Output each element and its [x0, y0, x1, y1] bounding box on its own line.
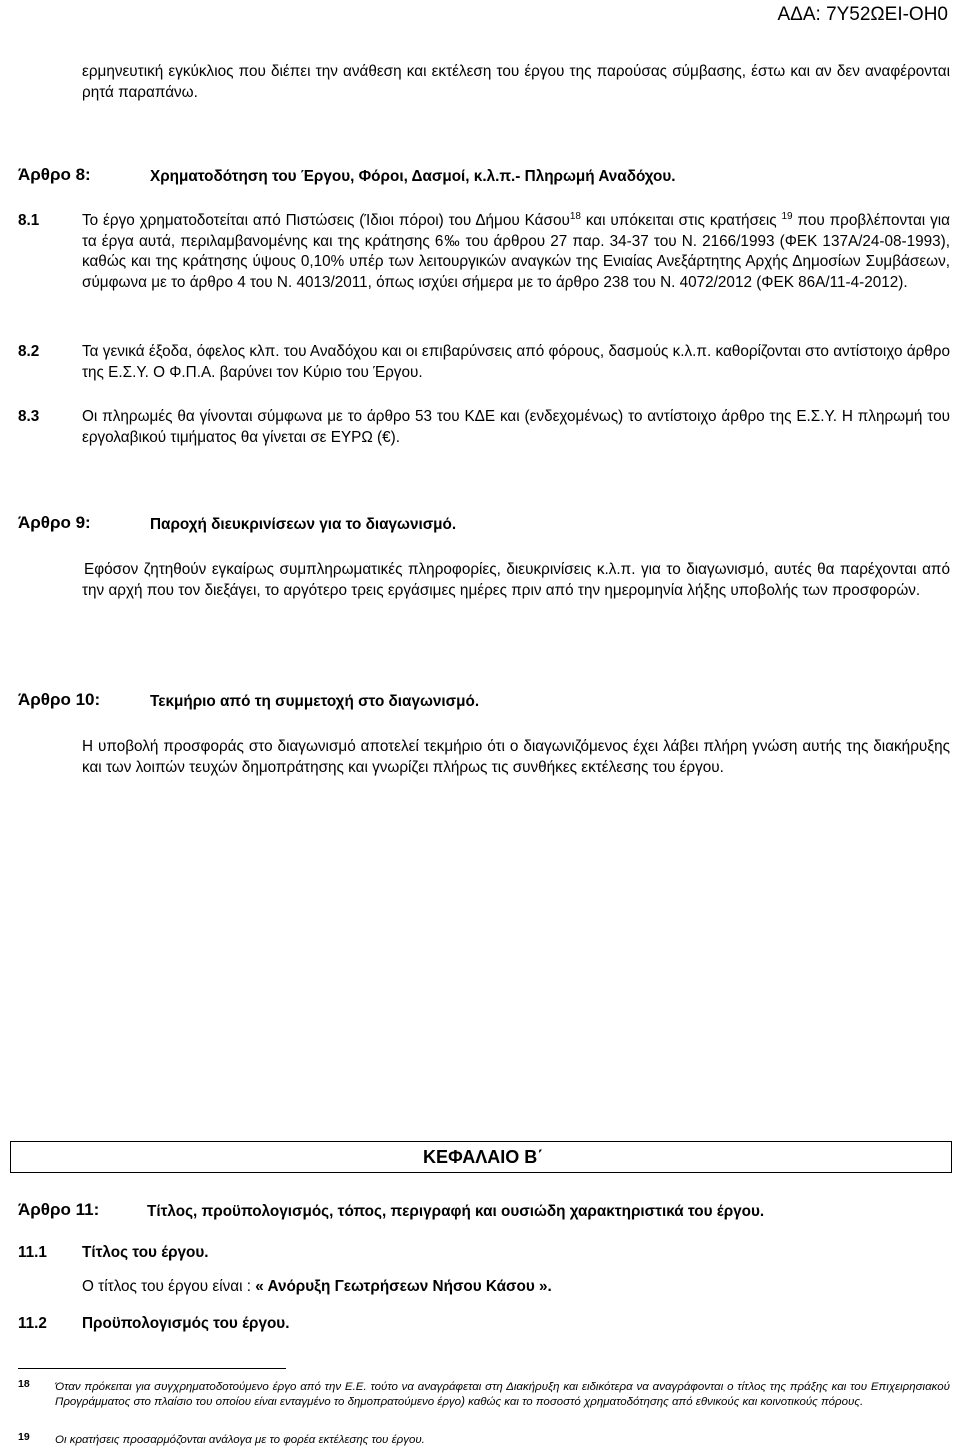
chapter-b-title: ΚΕΦΑΛΑΙΟ Β΄	[423, 1147, 544, 1167]
ada-header: ΑΔΑ: 7Υ52ΩΕΙ-ΟΗ0	[777, 4, 948, 25]
article-8-title: Χρηματοδότηση του Έργου, Φόροι, Δασμοί, κ.λ.π.- Πληρωμή Αναδόχου.	[150, 168, 676, 185]
section-8-1-text-a: Το έργο χρηματοδοτείται από Πιστώσεις (Ίδιοι πόροι) του Δήμου Κάσου	[82, 212, 570, 229]
section-8-1-number: 8.1	[18, 212, 40, 229]
article-9-text: Εφόσον ζητηθούν εγκαίρως συμπληρωματικές πληροφορίες, διευκρινίσεις κ.λ.π. για το διαγωνισμό, αυτές θα παρέχονται από την αρχή που τον διεξάγει, το αργότερο τρεις εργάσιμες ημέρες πριν από την ημερομηνία λήξης υποβολής των προσφορών.	[82, 561, 950, 599]
article-10-label: Άρθρο 10:	[18, 690, 101, 709]
article-8-label: Άρθρο 8:	[18, 165, 91, 184]
footnote-18-text: Όταν πρόκειται για συγχρηματοδοτούμενο έργο από την Ε.Ε. τούτο να αναγράφεται στη Διακήρυξη και ειδικότερα να αναγράφονται ο τίτλος της πράξης και του Επιχειρησιακού Προγράμματος στο πλαίσιο του οποίου είναι ενταγμένο το δημοπρατούμενο έργο) καθώς και το ποσοστό χρηματοδότησης από εθνικούς και κοινοτικούς πόρους.	[55, 1381, 950, 1408]
section-8-2-number: 8.2	[18, 343, 40, 360]
footnote-ref-18: 18	[569, 210, 581, 222]
section-11-1-number: 11.1	[18, 1244, 47, 1261]
project-title: « Ανόρυξη Γεωτρήσεων Νήσου Κάσου ».	[255, 1278, 552, 1295]
section-11-1-text	[82, 1277, 942, 1298]
footnote-18-number: 18	[18, 1378, 30, 1390]
section-8-3-text: Οι πληρωμές θα γίνονται σύμφωνα με το άρθρο 53 του ΚΔΕ και (ενδεχομένως) το αντίστοιχο άρθρο της Ε.Σ.Υ. Η πληρωμή του εργολαβικού τιμήματος θα γίνεται σε ΕΥΡΩ (€).	[82, 408, 950, 446]
section-8-1-text-b: και υπόκειται στις κρατήσεις	[580, 212, 782, 229]
footnote-19-text: Οι κρατήσεις προσαρμόζονται ανάλογα με το φορέα εκτέλεσης του έργου.	[55, 1434, 425, 1446]
intro-paragraph: ερμηνευτική εγκύκλιος που διέπει την ανάθεση και εκτέλεση του έργου της παρούσας σύμβασης, έστω και αν δεν αναφέρονται ρητά παραπάνω.	[82, 63, 950, 101]
section-8-1-text	[82, 211, 950, 293]
section-11-2-number: 11.2	[18, 1315, 47, 1332]
section-8-3-number: 8.3	[18, 408, 40, 425]
section-11-1-text-a: Ο τίτλος του έργου είναι :	[82, 1278, 256, 1295]
article-11-label: Άρθρο 11:	[18, 1200, 100, 1219]
article-10-text: Η υποβολή προσφοράς στο διαγωνισμό αποτελεί τεκμήριο ότι ο διαγωνιζόμενος έχει λάβει πλήρη γνώση αυτής της διακήρυξης και των λοιπών τευχών δημοπράτησης και γνωρίζει πλήρως τις συνθήκες εκτέλεσης του έργου.	[82, 738, 950, 776]
article-11-title: Τίτλος, προϋπολογισμός, τόπος, περιγραφή και ουσιώδη χαρακτηριστικά του έργου.	[147, 1203, 765, 1220]
footnote-19-number: 19	[18, 1431, 30, 1443]
article-10-title: Τεκμήριο από τη συμμετοχή στο διαγωνισμό.	[150, 693, 480, 710]
section-11-1-title: Τίτλος του έργου.	[82, 1244, 209, 1261]
section-8-2-text: Τα γενικά έξοδα, όφελος κλπ. του Αναδόχου και οι επιβαρύνσεις από φόρους, δασμούς κ.λ.π. καθορίζονται στο αντίστοιχο άρθρο της Ε.Σ.Υ. Ο Φ.Π.Α. βαρύνει τον Κύριο του Έργου.	[82, 343, 950, 381]
section-8-1-text-c: που προβλέπονται για τα έργα αυτά, περιλαμβανομένης και της κράτησης 6‰ του άρθρου 27 παρ. 34-37 του Ν. 2166/1993 (ΦΕΚ 137Α/24-08-1993), καθώς και της κράτησης ύψους 0,10% υπέρ των λειτουργικών αναγκών της Ενιαίας Ανεξάρτητης Αρχής Δημοσίων Συμβάσεων, σύμφωνα με το άρθρο 4 του Ν. 4013/2011, όπως ισχύει σήμερα με το άρθρο 238 του Ν. 4072/2012 (ΦΕΚ 86Α/11-4-2012).	[82, 212, 950, 291]
article-9-title: Παροχή διευκρινίσεων για το διαγωνισμό.	[150, 516, 457, 533]
section-11-2-title: Προϋπολογισμός του έργου.	[82, 1315, 290, 1332]
chapter-b-box	[10, 1141, 952, 1173]
footnote-separator	[18, 1368, 286, 1369]
footnote-ref-19: 19	[781, 210, 793, 222]
article-9-label: Άρθρο 9:	[18, 513, 91, 532]
